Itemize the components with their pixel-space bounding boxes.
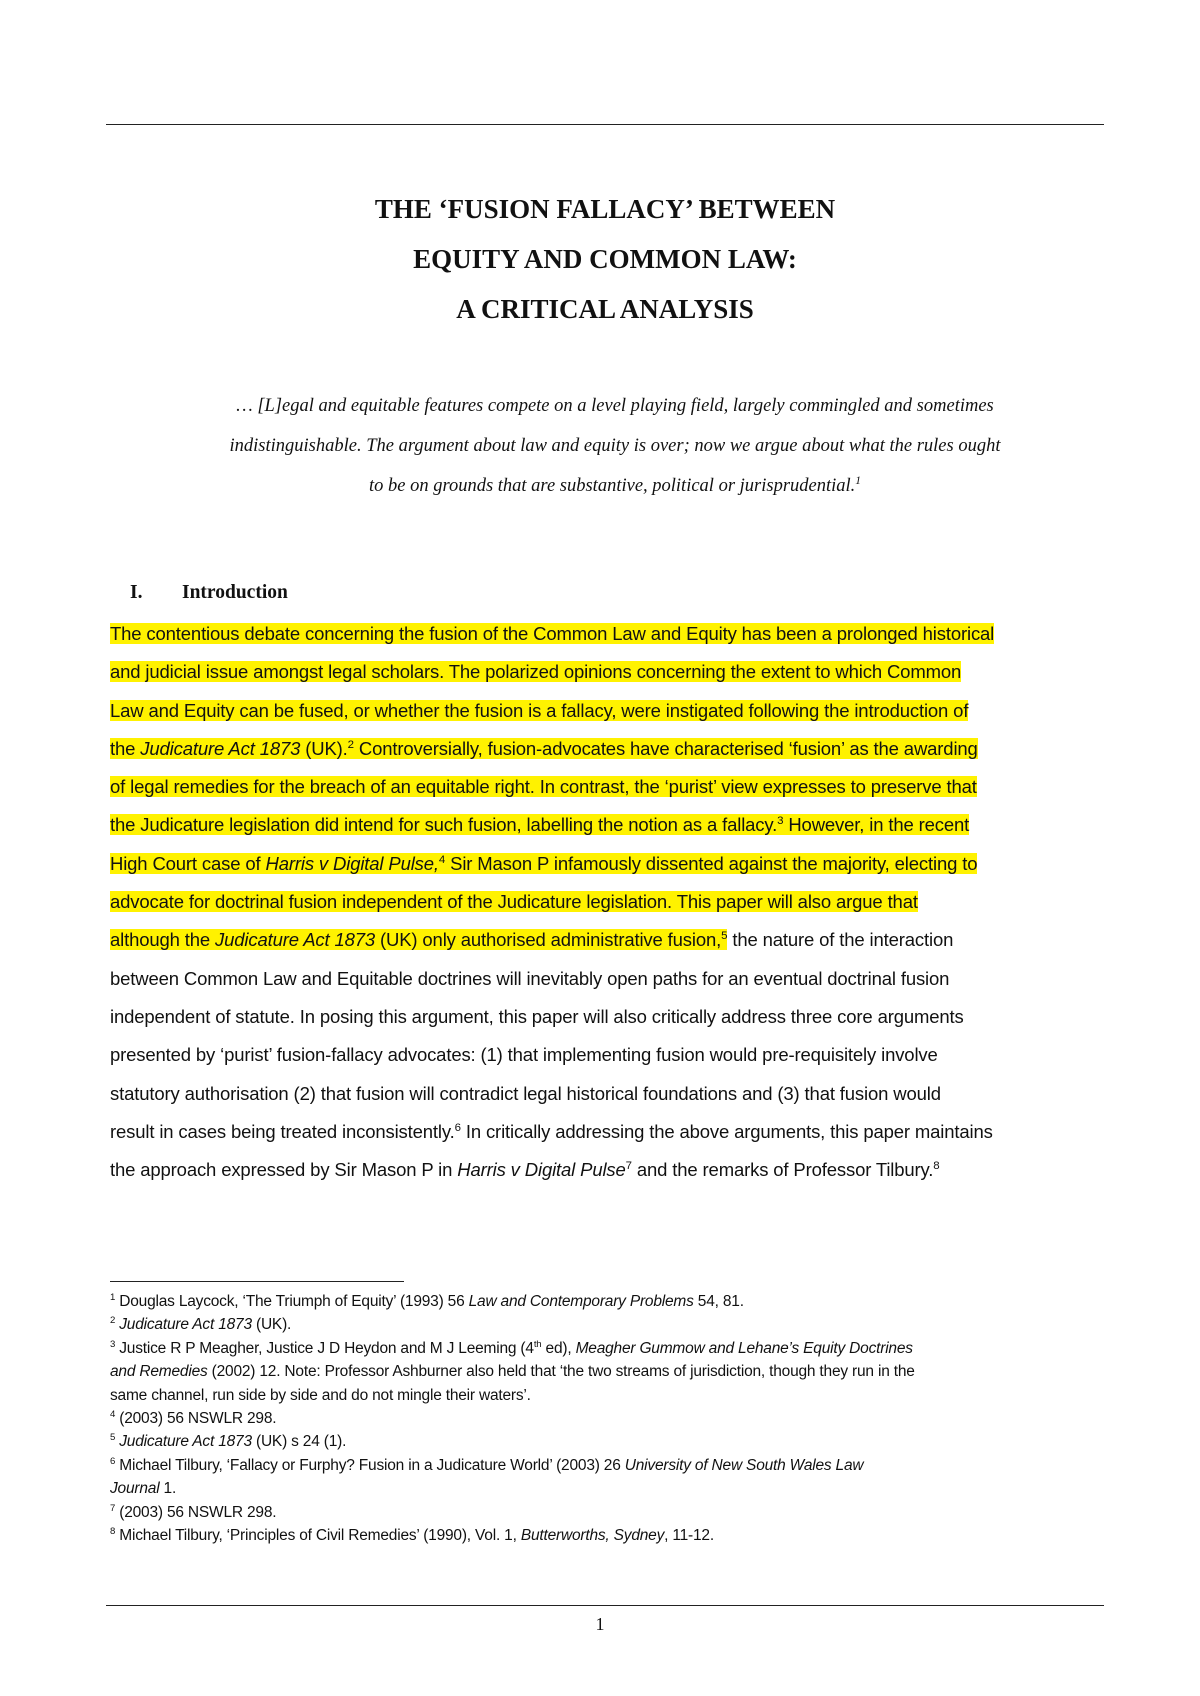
body-line bbox=[110, 615, 1110, 653]
ordinal-suffix: th bbox=[533, 1338, 542, 1350]
body-line bbox=[110, 653, 1110, 691]
text-run: High Court case of bbox=[110, 852, 266, 874]
text-run: (UK) only authorised administrative fusion, bbox=[375, 929, 722, 951]
body-line bbox=[110, 692, 1110, 730]
footnote-item bbox=[110, 1290, 1110, 1313]
highlighted-text: Law and Equity can be fused, or whether the fusion is a fallacy, were instigated following the introduction of bbox=[110, 699, 969, 721]
page-number: 1 bbox=[595, 1614, 605, 1634]
footnote-item bbox=[110, 1524, 1110, 1547]
epigraph-line-1: … [L]egal and equitable features compete on a level playing field, largely commingled and sometimes bbox=[236, 396, 994, 416]
highlighted-text: advocate for doctrinal fusion independent of the Judicature legislation. This paper will also argue that bbox=[110, 891, 918, 913]
footnote-number: 8 bbox=[110, 1525, 116, 1537]
section-title: Introduction bbox=[182, 582, 288, 603]
text-run: the bbox=[110, 737, 141, 759]
footnote-ref[interactable]: 8 bbox=[933, 1160, 940, 1172]
highlighted-text bbox=[110, 853, 977, 874]
book-title: Meagher Gummow and Lehane’s Equity Doctrines bbox=[575, 1339, 913, 1357]
journal-title: University of New South Wales Law bbox=[624, 1456, 864, 1474]
text-run: (UK). bbox=[251, 1316, 292, 1334]
footnote-ref[interactable]: 4 bbox=[438, 853, 446, 866]
body-line bbox=[110, 806, 1110, 844]
text-run: (UK). bbox=[300, 737, 348, 759]
case-citation: Harris v Digital Pulse bbox=[457, 1159, 626, 1181]
statute-citation: Judicature Act 1873 bbox=[215, 929, 376, 951]
text-run: Justice R P Meagher, Justice J D Heydon and M J Leeming (4 bbox=[115, 1339, 534, 1357]
footnote-ref[interactable]: 5 bbox=[721, 930, 728, 943]
footnote-number: 1 bbox=[110, 1291, 116, 1303]
section-number: I. bbox=[130, 582, 143, 603]
text-run: and the remarks of Professor Tilbury. bbox=[631, 1159, 934, 1181]
footnote-number: 2 bbox=[110, 1315, 116, 1327]
text-run: Controversially, fusion-advocates have characterised ‘fusion’ as the awarding bbox=[353, 737, 978, 759]
footnote-item-continued: same channel, run side by side and do not mingle their waters’. bbox=[110, 1386, 531, 1404]
footnote-item-continued bbox=[110, 1477, 1110, 1500]
footnote-item bbox=[110, 1501, 1110, 1524]
title-line-2: EQUITY AND COMMON LAW: bbox=[413, 244, 797, 274]
body-paragraph bbox=[110, 615, 1110, 1189]
footnote-ref[interactable]: 3 bbox=[777, 815, 784, 828]
text-run: result in cases being treated inconsistently. bbox=[110, 1120, 455, 1142]
footnote-item bbox=[110, 1430, 1110, 1453]
footnotes bbox=[110, 1290, 1110, 1547]
footnote-ref[interactable]: 7 bbox=[625, 1160, 632, 1172]
footnote-number: 4 bbox=[110, 1408, 116, 1420]
book-title: and Remedies bbox=[110, 1363, 208, 1381]
title-line-3: A CRITICAL ANALYSIS bbox=[456, 294, 754, 324]
statute-citation: Judicature Act 1873 bbox=[140, 737, 301, 759]
footnote-item bbox=[110, 1454, 1110, 1477]
text-run: Sir Mason P infamously dissented against the majority, electing to bbox=[445, 852, 978, 874]
footnote-item-continued bbox=[110, 1360, 1110, 1383]
text-run: Michael Tilbury, ‘Fallacy or Furphy? Fusion in a Judicature World’ (2003) 26 bbox=[115, 1456, 625, 1474]
footnote-number: 6 bbox=[110, 1455, 116, 1467]
footnote-number: 7 bbox=[110, 1502, 116, 1514]
epigraph-line-2: indistinguishable. The argument about law and equity is over; now we argue about what the rules ought bbox=[229, 436, 1001, 456]
statute-citation: Judicature Act 1873 bbox=[115, 1433, 252, 1451]
text-run: the Judicature legislation did intend for such fusion, labelling the notion as a fallacy. bbox=[110, 814, 778, 836]
body-line bbox=[110, 730, 1110, 768]
footnote-ref[interactable]: 6 bbox=[454, 1121, 461, 1134]
epigraph-quote bbox=[150, 386, 1080, 506]
footnote-item bbox=[110, 1313, 1110, 1336]
body-line bbox=[110, 845, 1110, 883]
body-line: independent of statute. In posing this argument, this paper will also critically address three core arguments bbox=[110, 1005, 964, 1027]
highlighted-text bbox=[110, 814, 969, 835]
footnote-number: 3 bbox=[110, 1338, 116, 1350]
body-line: between Common Law and Equitable doctrines will inevitably open paths for an eventual doctrinal fusion bbox=[110, 967, 950, 989]
journal-title: Journal bbox=[110, 1480, 160, 1498]
text-run: , 11-12. bbox=[664, 1527, 714, 1545]
body-line bbox=[110, 921, 1110, 959]
footer-rule bbox=[106, 1605, 1104, 1606]
highlighted-text bbox=[110, 738, 978, 759]
case-citation: Harris v Digital Pulse, bbox=[265, 852, 439, 874]
footnote-separator bbox=[110, 1281, 404, 1282]
footnote-item bbox=[110, 1337, 1110, 1360]
text-run: (2003) 56 NSWLR 298. bbox=[115, 1503, 277, 1521]
highlighted-text: The contentious debate concerning the fusion of the Common Law and Equity has been a prolonged historical bbox=[110, 623, 995, 644]
body-line bbox=[110, 1113, 1110, 1151]
text-run: the nature of the interaction bbox=[727, 929, 954, 951]
footnote-ref[interactable]: 1 bbox=[855, 474, 862, 487]
text-run: 54, 81. bbox=[693, 1293, 744, 1310]
text-run: 1. bbox=[159, 1480, 177, 1498]
body-line bbox=[110, 768, 1110, 806]
body-line bbox=[110, 1151, 1110, 1189]
statute-citation: Judicature Act 1873 bbox=[115, 1316, 252, 1334]
body-line: statutory authorisation (2) that fusion will contradict legal historical foundations and (3) that fusion would bbox=[110, 1082, 941, 1104]
highlighted-text: of legal remedies for the breach of an equitable right. In contrast, the ‘purist’ view expresses to preserve that bbox=[110, 776, 977, 798]
journal-title: Law and Contemporary Problems bbox=[468, 1293, 694, 1310]
highlighted-text bbox=[110, 929, 727, 950]
text-run: ed), bbox=[541, 1339, 576, 1357]
text-run: the approach expressed by Sir Mason P in bbox=[110, 1159, 458, 1181]
footnote-ref[interactable]: 2 bbox=[347, 738, 354, 751]
text-run: However, in the recent bbox=[783, 814, 970, 836]
section-heading bbox=[130, 578, 288, 608]
text-run: (2002) 12. Note: Professor Ashburner also held that ‘the two streams of jurisdiction, though they run in the bbox=[207, 1363, 915, 1381]
epigraph-line-3: to be on grounds that are substantive, political or jurisprudential. bbox=[368, 476, 856, 496]
highlighted-text: and judicial issue amongst legal scholars. The polarized opinions concerning the extent to which Common bbox=[110, 661, 962, 683]
body-line bbox=[110, 883, 1110, 921]
text-run: (UK) s 24 (1). bbox=[251, 1433, 347, 1451]
footnote-item bbox=[110, 1407, 1110, 1430]
body-line: presented by ‘purist’ fusion-fallacy advocates: (1) that implementing fusion would pre-requisitely involve bbox=[110, 1044, 938, 1066]
text-run: Douglas Laycock, ‘The Triumph of Equity’ (1993) 56 bbox=[115, 1293, 469, 1310]
text-run: Michael Tilbury, ‘Principles of Civil Remedies’ (1990), Vol. 1, bbox=[115, 1527, 521, 1545]
title-line-1: THE ‘FUSION FALLACY’ BETWEEN bbox=[374, 194, 836, 224]
footnote-number: 5 bbox=[110, 1432, 116, 1444]
text-run: In critically addressing the above arguments, this paper maintains bbox=[460, 1120, 993, 1142]
document-title bbox=[106, 184, 1104, 334]
header-rule bbox=[106, 124, 1104, 125]
text-run: although the bbox=[110, 929, 216, 951]
text-run: (2003) 56 NSWLR 298. bbox=[115, 1410, 277, 1428]
publisher: Butterworths, Sydney bbox=[520, 1527, 665, 1545]
